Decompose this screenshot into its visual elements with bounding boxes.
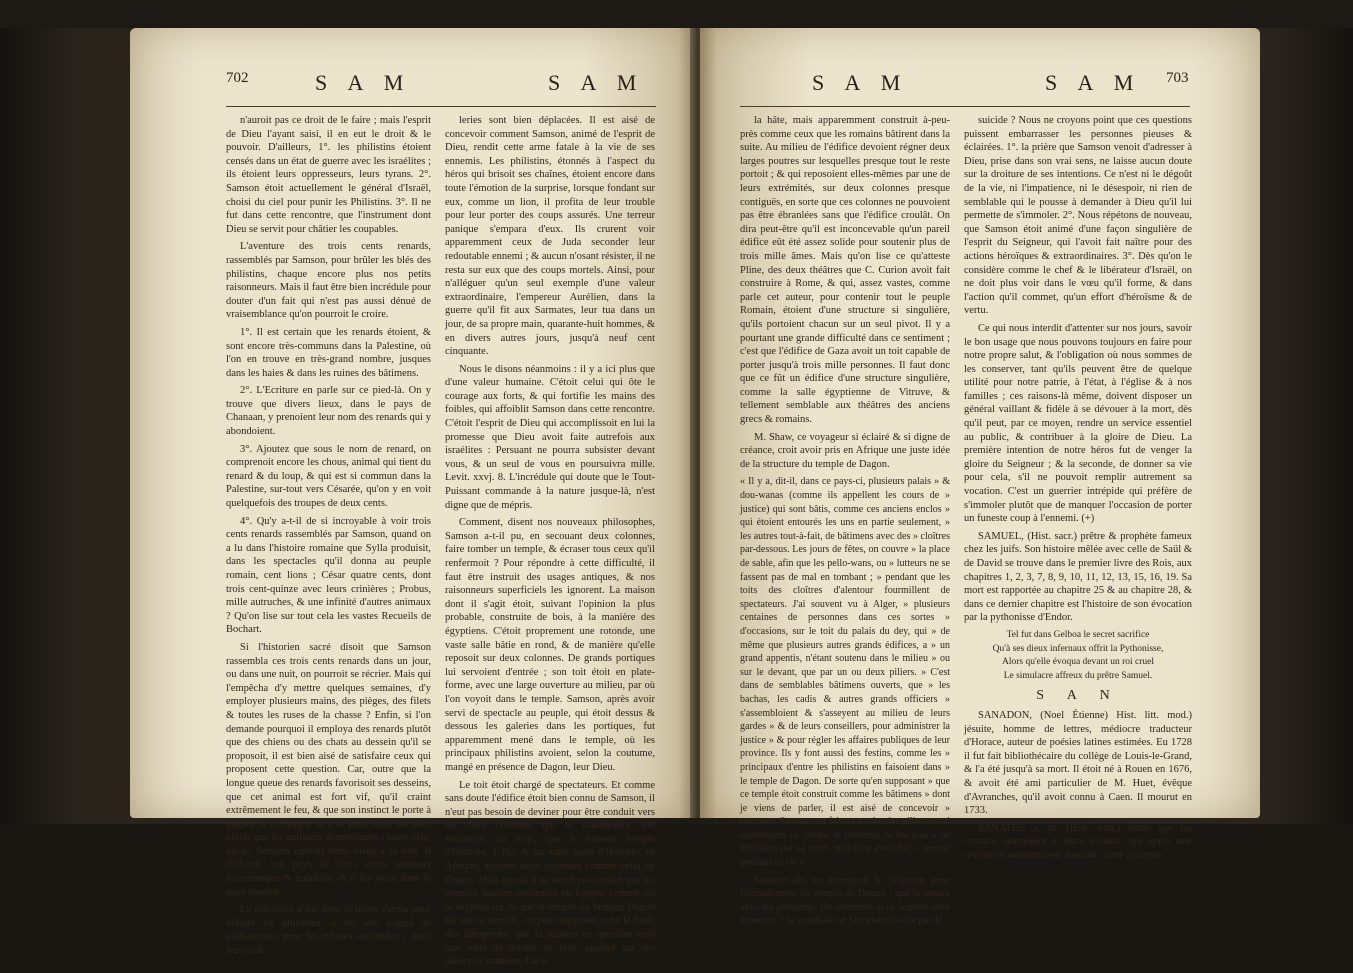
quotation: « Il y a, dit-il, dans ce pays-ci, plusieurs palais » & dou-wanas (comme ils appellent les cours de » justice) qui sont bâtis, comme ces anciens enclos » qui étoient entourés les uns en partie seulement, » les autres tout-à-fait, de bâtimens avec des » cloîtres par-dessous. Les jours de fêtes, on couvre » la place de sable, afin que les pello-wans, ou » lutteurs ne se fassent pas de mal en tombant ; » pendant que les toits des cloîtres d'alentour fourmillent de spectateurs. J'ai souvent vu à Alger, » plusieurs centaines de personnes dans ces sortes » d'occasions, sur le toit du palais du dey, qui » de même que plusieurs autres grands édifices, a » un grand appentis, n'étant soutenu dans le milieu » ou sur le devant, que par un ou deux piliers. » C'est dans de semblables bâtimens ouverts, que » les bachas, les cadis & autres grands officiers » s'assembloient & s'asseyent au milieu de leurs gardes » & de leurs conseillers, pour administrer la justice » & pour régler les affaires publiques de leur province. Ils y font aussi des festins, comme les » principaux d'entre les philistins en faisoient dans » le temple de Dagon. De sorte qu'en supposant » que ce temple étoit construit comme les bâtimens » dont je viens de parler, il est aisé de concevoir » comment Samson, en faisant tomber les piliers » qui soutenoient ce cloître, le renversa, & tua plus » de Philistins par sa mort, qu'il n'en avoit fait » mourir pendant sa vie ». — [740, 476, 950, 869]
paragraph: n'auroit pas ce droit de le faire ; mais l'esprit de Dieu l'ayant saisi, il en eut le droit & le pouvoir. D'ailleurs, 1°. les philistins étoient censés dans un état de guerre avec les israélites ; ils étoient leurs oppresseurs, leurs tyrans. 2°. Samson étoit actuellement le général d'Israël, choisi du ciel pour punir les Philistins. 3°. Il ne fut dans cette rencontre, que l'instrument dont Dieu se servit pour châtier les coupables. — [226, 115, 431, 235]
left-page — [130, 28, 695, 968]
left-running-head-2: S A M — [548, 70, 645, 95]
paragraph: M. Shaw, ce voyageur si éclairé & si digne de créance, croit avoir pris en Afrique une juste idée de la structure du temple de Dagon. — [740, 431, 950, 470]
right-header-rule — [740, 106, 1190, 107]
verse-line: Qu'à ses dieux infernaux offrit la Pythonisse, — [992, 643, 1164, 654]
left-header-rule — [226, 106, 656, 107]
paragraph: La mâchoire d'âne dont le héros s'arma pour défaire les philistins, a été une source de plaisanteries pour les mêmes incrédules ; mais leurs rail- — [226, 904, 431, 957]
verse-line: Tel fut dans Gelboa le secret sacrifice — [1006, 629, 1150, 640]
paragraph-sanates: SANATES, s. m. (Hist. rom.) noms que les romains donnoient à leurs voisins, qui après une révolte se soumettoient aussitôt ; cette prompte — [964, 822, 1192, 861]
right-column-2 — [964, 114, 1192, 866]
left-page-number: 702 — [226, 70, 249, 86]
right-running-head-1: S A M — [812, 70, 909, 95]
left-running-head-1: S A M — [315, 70, 412, 95]
paragraph-sanadon: SANADON, (Noel Étienne) Hist. litt. mod.) jésuite, homme de lettres, médiocre traducteur d'Horace, auteur de poésies latines estimées. Eu 1728 il fut fait bibliothécaire du collège de Louis-le-Grand, & l'a été jusqu'à sa mort. Il étoit né à Rouen en 1676, & avoit été ami particulier de M. Huet, évêque d'Avranches, qu'il avoit connu à Caen. Il mourut en 1733. — [964, 709, 1192, 817]
paragraph-samuel: SAMUEL, (Hist. sacr.) prêtre & prophète fameux chez les juifs. Son histoire mêlée avec celle de Saül & de David se trouve dans le premier livre des Rois, aux chapitres 1, 2, 3, 7, 8, 9, 10, 11, 12, 13, 15, 16, 19. Sa mort est rapportée au chapitre 25 & au chapitre 28, & dans ce dernier chapitre est l'histoire de son évocation par la pythonisse d'Endor. — [964, 530, 1192, 624]
right-running-head-2: S A M — [1045, 70, 1142, 95]
paragraph: Le toit étoit chargé de spectateurs. Et comme sans doute l'édifice étoit bien connu de Samson, il n'eut pas besoin de deviner pour être conduit vers les deux colonnes qui le soutenoient. On remarque, au reste, que le fameux temple d'Hercule, à Tyr, & un autre aussi d'Hercule, en Afrique, avoient deux colonnes comme celui de Dagon. Mais quand il ne seroit pas certain que les temples fussent construits en Egypte comme on le suppose ici, & que le temple du fameux Dagon fût sur ce modèle, on peut supposer, avec la foule des interprètes, que la maison en question étoit une sorte de théâtre de bois, appuyé sur des piliers de manière, fait à — [445, 779, 655, 968]
right-page — [700, 28, 1260, 927]
paragraph: 3°. Ajoutez que sous le nom de renard, on comprenoit encore les chous, animal qui tient du renard & du loup, & qui est si commun dans la Palestine, sur-tout vers Césarée, qu'on y en voit quelquefois des troupes de deux cents. — [226, 443, 431, 510]
verse-line: Alors qu'elle évoqua devant un roi cruel — [1001, 657, 1155, 668]
paragraph: Samson dit, en invoquant le Seigneur pour l'écroulement du temple de Dagon : que je meure avec les philistins. On demande si ce souhait étoit innocent ? sa conduite ne favoriseroit-elle pas le — [740, 874, 950, 927]
right-column-1 — [740, 114, 950, 932]
paragraph: 1°. Il est certain que les renards étoient, & sont encore très-communs dans la Palestine, où l'on en trouve en très-grand nombre, jusques dans les haies & dans les ruines des bâtimens. — [226, 326, 431, 379]
paragraph: Nous le disons néanmoins : il y a ici plus que d'une valeur humaine. C'étoit celui qui ôte le courage aux forts, & qui fortifie les mains des foibles, qui affoiblit Samson dans cette rencontre. C'étoit l'esprit de Dieu qui accomplissoit en lui la promesse que Dieu avoit faite autrefois aux israélites : Persuant ne pourra subsister devant vous, & un seul de vous en poursuivra mille. Levit. xxvj. 8. L'incrédule qui doute que le Tout-Puissant commande à la nature jusque-là, n'est digne que de mépris. — [445, 363, 655, 511]
right-page-number: 703 — [1166, 70, 1189, 86]
verse-line: Le simulacre affreux du prêtre Samuel. — [1003, 670, 1153, 681]
paragraph: Ce qui nous interdit d'attenter sur nos jours, savoir le bon usage que nous pouvons toujours en faire pour notre propre salut, & l'obligation où nous sommes de les conserver, tant qu'ils peuvent être de quelque utilité pour notre patrie, à l'état, à l'église & à nos familles ; ces raisons-là même, doivent disposer un général vaillant & fidèle à se dévouer à la mort, dès qu'il peut, par ce moyen, rendre un service essentiel au public, & contribuer à la gloire de Dieu. La première intention de notre héros fut de venger la gloire du Seigneur ; & la seconde, de donner sa vie pour cela, s'il ne pouvoit remplir autrement sa vocation. C'est un guerrier intrépide qui préfère de s'immoler plutôt que de manquer l'occasion de porter un funeste coup à l'ennemi. (+) — [964, 322, 1192, 525]
left-column-2 — [445, 114, 655, 973]
paragraph: 2°. L'Ecriture en parle sur ce pied-là. On y trouve que divers lieux, dans le pays de Chanaan, y prenoient leur nom des renards qui y abondoient. — [226, 385, 431, 438]
paragraph: suicide ? Nous ne croyons point que ces questions puissent embarrasser les personnes pieuses & éclairées. 1°. la prière que Samson venoit d'adresser à Dieu, prise dans son vrai sens, ne laisse aucun doute sur la droiture de ses intentions. Ce n'est ni le dégoût de la vie, ni l'impatience, ni le désespoir, ni rien de semblable qui le pousse à demander à Dieu qu'il lui permette de s'immoler. 2°. Nous répétons de nouveau, que Samson étoit animé d'une façon singulière de l'esprit du Seigneur, qui l'avoit fait naître pour des actions héroïques & extraordinaires. 3°. Dès qu'on le considère comme le chef & le libérateur d'Israël, on ne doit plus voir dans le vœu qu'il forme, & dans l'action qu'il commet, qu'un effort d'héroïsme & de vertu. — [964, 115, 1192, 317]
paragraph: Si l'historien sacré disoit que Samson rassembla ces trois cents renards dans un jour, ou dans une nuit, on pourroit se récrier. Mais qui l'empêcha d'y mettre quelques semaines, d'y employer plusieurs mains, des pièges, des filets & toutes les ruses de la chasse ? Enfin, si l'on demande pourquoi il employa des renards plutôt que des chiens ou des chats au dessein qu'il se proposoit, il est bien aisé de satisfaire ceux qui proposent cette question. Car, outre que la longue queue des renards favorisoit ses desseins, que cet animal est fort vif, qu'il craint extrêmement le feu, & que son instinct le porte à gagner la campagne & à se jetter dans les blés, plutôt que les animaux domestiques ; outre cela, dis-je, Samson opéroit deux biens à la fois. Il délivroit son pays de trois cents animaux incommodes & nuisibles, & il les jetoit dans le pays ennemi. — [226, 641, 431, 898]
paragraph: 4°. Qu'y a-t-il de si incroyable à voir trois cents renards rassemblés par Samson, quand on a lu dans l'histoire romaine que Sylla produisit, dans les spectacles qu'il donna au peuple romain, cent lions ; César quatre cents, dont trois cent-quinze avec leurs crinières ; Probus, mille autruches, & une infinité d'autres animaux ? Qu'on lise sur tout cela les vastes Recueils de Bochart. — [226, 515, 431, 636]
paragraph: leries sont bien déplacées. Il est aisé de concevoir comment Samson, animé de l'esprit de Dieu, rendit cette arme fatale à la vie de ses ennemis. Les philistins, étonnés à l'aspect du héros qui brisoit ses chaînes, étoient encore dans toute l'émotion de la surprise, lorsque fondant sur eux, comme un lion, il profita de leur trouble pour leur porter des coups assurés. Une terreur panique s'empara d'eux. Ils crurent voir apparemment ceux de Juda seconder leur redoutable ennemi ; & aucun n'osant résister, il ne resta sur eux que des coups mortels. Ainsi, pour n'alléguer qu'un seul exemple d'une valeur extraordinaire, l'empereur Aurélien, dans la guerre qu'il fit aux Sarmates, leur tua dans un jour, de sa propre main, quarante-huit hommes, & en divers autres jours, jusqu'à neuf cent cinquante. — [445, 115, 655, 358]
paragraph: L'aventure des trois cents renards, rassemblés par Samson, pour brûler les blés des philistins, chaque encore plus nos petits raisonneurs. Mais il faut être bien incrédule pour douter d'un fait qui n'est pas aussi dénué de vraisemblance qu'on pourroit le croire. — [226, 241, 431, 321]
section-heading-san: S A N — [1036, 688, 1120, 704]
top-background — [0, 0, 1353, 28]
paragraph: la hâte, mais apparemment construit à-peu-près comme ceux que les romains bâtirent dans la suite. Au milieu de l'édifice devoient régner deux larges poutres sur lesquelles presque tout le reste portoit ; & qui reposoient elles-mêmes par une de leurs extrémités, sur deux colonnes presque contiguës, en sorte que ces colonnes ne pouvoient pas être ébranlées sans que l'édifice croulât. On dira peut-être qu'il est inconcevable qu'un pareil édifice eût été assez solide pour soutenir plus de trois mille âmes. Mais qu'on lise ce qu'atteste Pline, des deux théâtres que C. Curion avoit fait construire à Rome, & qui, assez vastes, comme parle cet auteur, pour contenir tout le peuple Romain, étoient d'une structure si singulière, qu'ils portoient chacun sur un seul pivot. Il y a pourtant une grande difficulté dans ce sentiment ; c'est que l'édifice de Gaza avoit un toit capable de porter jusqu'à trois mille personnes. Il faut donc que ce fût un édifice d'une structure singulière, comme la salle égyptienne de Vitruve, & tellement semblable aux théâtres des anciens grecs & romains. — [740, 115, 950, 426]
paragraph: Comment, disent nos nouveaux philosophes, Samson a-t-il pu, en secouant deux colonnes, faire tomber un temple, & écraser tous ceux qu'il renfermoit ? Pour répondre à cette difficulté, il faut être instruit des usages antiques, & nos raisonneurs superficiels les ignorent. La maison dont il s'agit étoit, suivant l'opinion la plus probable, construite de bois, à la manière des égyptiens. C'étoit proprement une rotonde, une vaste salle bâtie en rond, & de manière qu'elle reposoit sur deux colonnes. De grands portiques lui servoient d'entrée ; son toit étoit en plate-forme, avec une large ouverture au milieu, par où l'on voyoit dans le temple. Samson, après avoir servi de spectacle au peuple, qui étoit dessus & dessous les galeries dans les portiques, fut apparemment mené dans le temple, où les principaux philistins avoient, selon la coutume, mangé en présence de Dagon, leur Dieu. — [445, 517, 655, 773]
left-column-1 — [226, 114, 431, 962]
